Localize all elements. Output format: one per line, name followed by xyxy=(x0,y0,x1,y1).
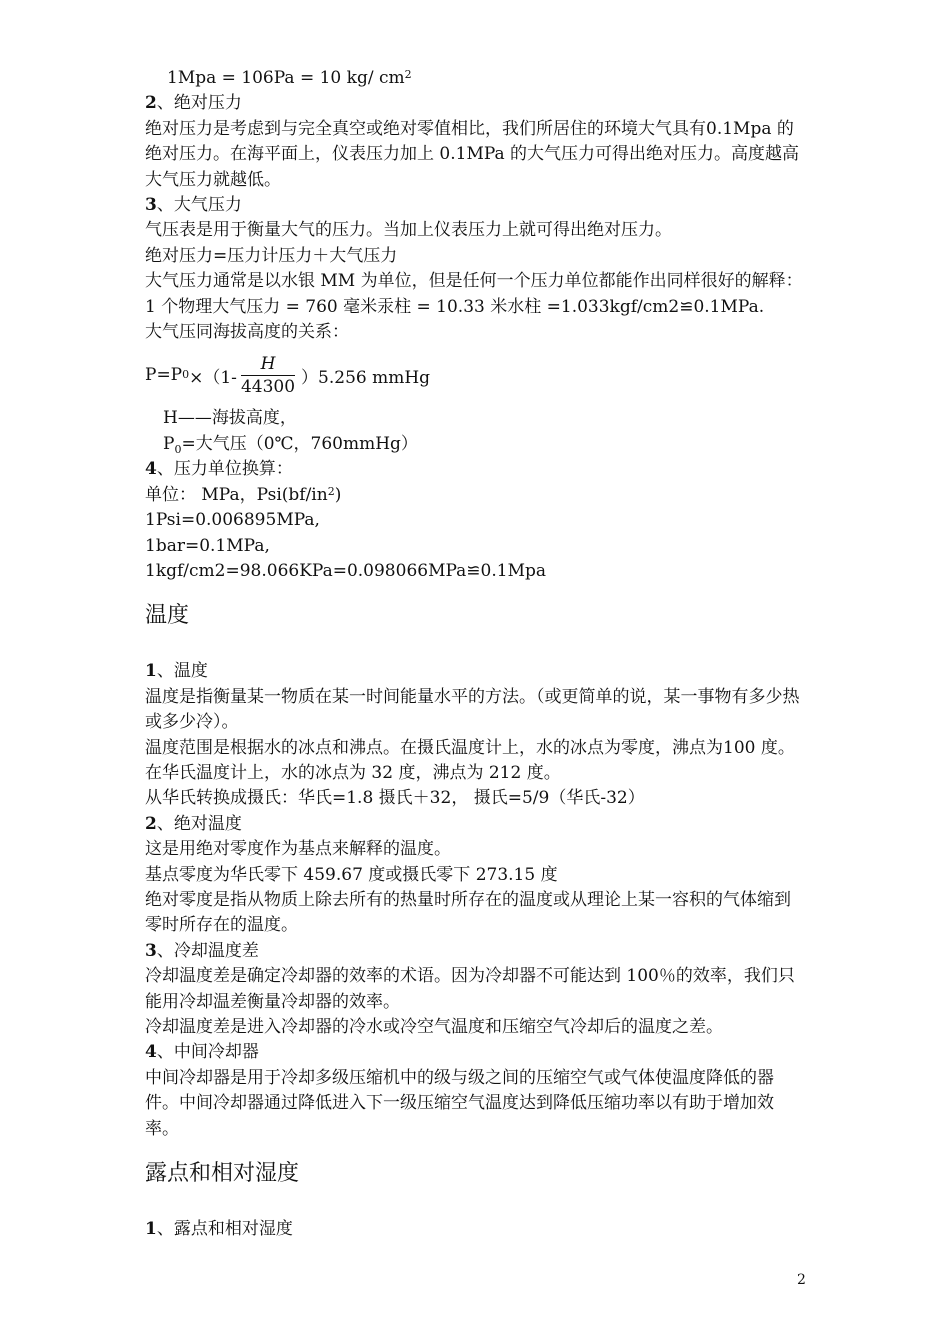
section-heading-atmospheric-pressure: 3、大气压力 xyxy=(145,195,242,216)
paragraph-cooling-difference: 冷却温度差是进入冷却器的冷水或冷空气温度和压缩空气冷却后的温度之差。 xyxy=(145,1017,723,1037)
section-heading-cooling-difference: 3、冷却温度差 xyxy=(145,940,259,961)
formula-fraction xyxy=(241,353,295,398)
paragraph-absolute-formula: 绝对压力=压力计压力＋大气压力 xyxy=(145,245,398,266)
fraction-denominator: 44300 xyxy=(240,376,296,397)
paragraph-absolute-zero-basis: 这是用绝对零度作为基点来解释的温度。 xyxy=(145,839,451,860)
units-line: 单位： MPa，$Psi(bf/in^2)$ xyxy=(145,484,342,505)
pressure-unit-line: 1Mpa = 106Pa = 10 kg/ $cm^2$ xyxy=(167,68,412,88)
fraction-numerator: H xyxy=(260,353,276,374)
definition-h: H——海拔高度， xyxy=(163,408,297,429)
paragraph-absolute-pressure: 绝对压力是考虑到与完全真空或绝对零值相比，我们所居住的环境大气具有0.1Mpa 的绝对压力。在海平面上，仪表压力加上 0.1MPa 的大气压力可得出绝对压力。高度越高大气压力就越低。 xyxy=(145,118,800,190)
heading-dewpoint: 露点和相对湿度 xyxy=(145,1161,300,1187)
conversion-bar: 1bar=0.1MPa, xyxy=(145,535,270,556)
section-heading-unit-conversion: 4、压力单位换算： xyxy=(145,459,293,480)
document-page xyxy=(145,66,805,1242)
heading-temperature: 温度 xyxy=(145,603,190,629)
altitude-pressure-formula: P=P 0 ×（1- $\frac{H}{44300}$ ）5.256 mmHg xyxy=(145,353,431,397)
paragraph-absolute-zero-definition: 绝对零度是指从物质上除去所有的热量时所存在的温度或从理论上某一容积的气体缩到零时所存在的温度。 xyxy=(145,889,791,936)
conversion-kgf: 1kgf/cm2=98.066KPa=0.098066MPa≌0.1Mpa xyxy=(145,560,546,581)
page-number: 2 xyxy=(797,1272,806,1288)
section-heading-temperature: 1、温度 xyxy=(145,661,208,682)
paragraph-intercooler: 中间冷却器是用于冷却多级压缩机中的级与级之间的压缩空气或气体使温度降低的器件。中间冷却器通过降低进入下一级压缩空气温度达到降低压缩功率以有助于增加效率。 xyxy=(145,1067,774,1139)
section-heading-absolute-temperature: 2、绝对温度 xyxy=(145,813,242,834)
paragraph-altitude-relation: 大气压同海拔高度的关系： xyxy=(145,322,349,343)
paragraph-fahrenheit-conversion: 从华氏转换成摄氏：华氏=1.8 摄氏＋32， 摄氏=5/9（华氏-32） xyxy=(145,788,645,809)
paragraph-barometer: 气压表是用于衡量大气的压力。当加上仪表压力上就可得出绝对压力。 xyxy=(145,220,672,241)
conversion-psi: 1Psi=0.006895MPa, xyxy=(145,510,320,531)
paragraph-standard-atmosphere: 1 个物理大气压力 = 760 毫米汞柱 = 10.33 米水柱 =1.033kgf/cm2≌0.1MPa. xyxy=(145,296,765,317)
paragraph-absolute-zero-values: 基点零度为华氏零下 459.67 度或摄氏零下 273.15 度 xyxy=(145,864,558,885)
paragraph-temperature-range: 温度范围是根据水的冰点和沸点。在摄氏温度计上，水的冰点为零度，沸点为100 度。在华氏温度计上，水的冰点为 32 度，沸点为 212 度。 xyxy=(145,737,795,783)
paragraph-mercury-unit: 大气压力通常是以水银 MM 为单位，但是任何一个压力单位都能作出同样很好的解释： xyxy=(145,271,803,292)
section-heading-dewpoint: 1、露点和相对湿度 xyxy=(145,1219,293,1240)
paragraph-temperature-definition: 温度是指衡量某一物质在某一时间能量水平的方法。（或更简单的说，某一事物有多少热或多少冷）。 xyxy=(145,686,800,733)
paragraph-cooling-efficiency: 冷却温度差是确定冷却器的效率的术语。因为冷却器不可能达到 100％的效率，我们只能用冷却温差衡量冷却器的效率。 xyxy=(145,966,795,1012)
section-heading-intercooler: 4、中间冷却器 xyxy=(145,1042,259,1063)
section-heading-absolute-pressure: 2、绝对压力 xyxy=(145,93,242,114)
definition-p0: $P_0=$大气压（0℃，760mmHg） xyxy=(163,433,418,456)
